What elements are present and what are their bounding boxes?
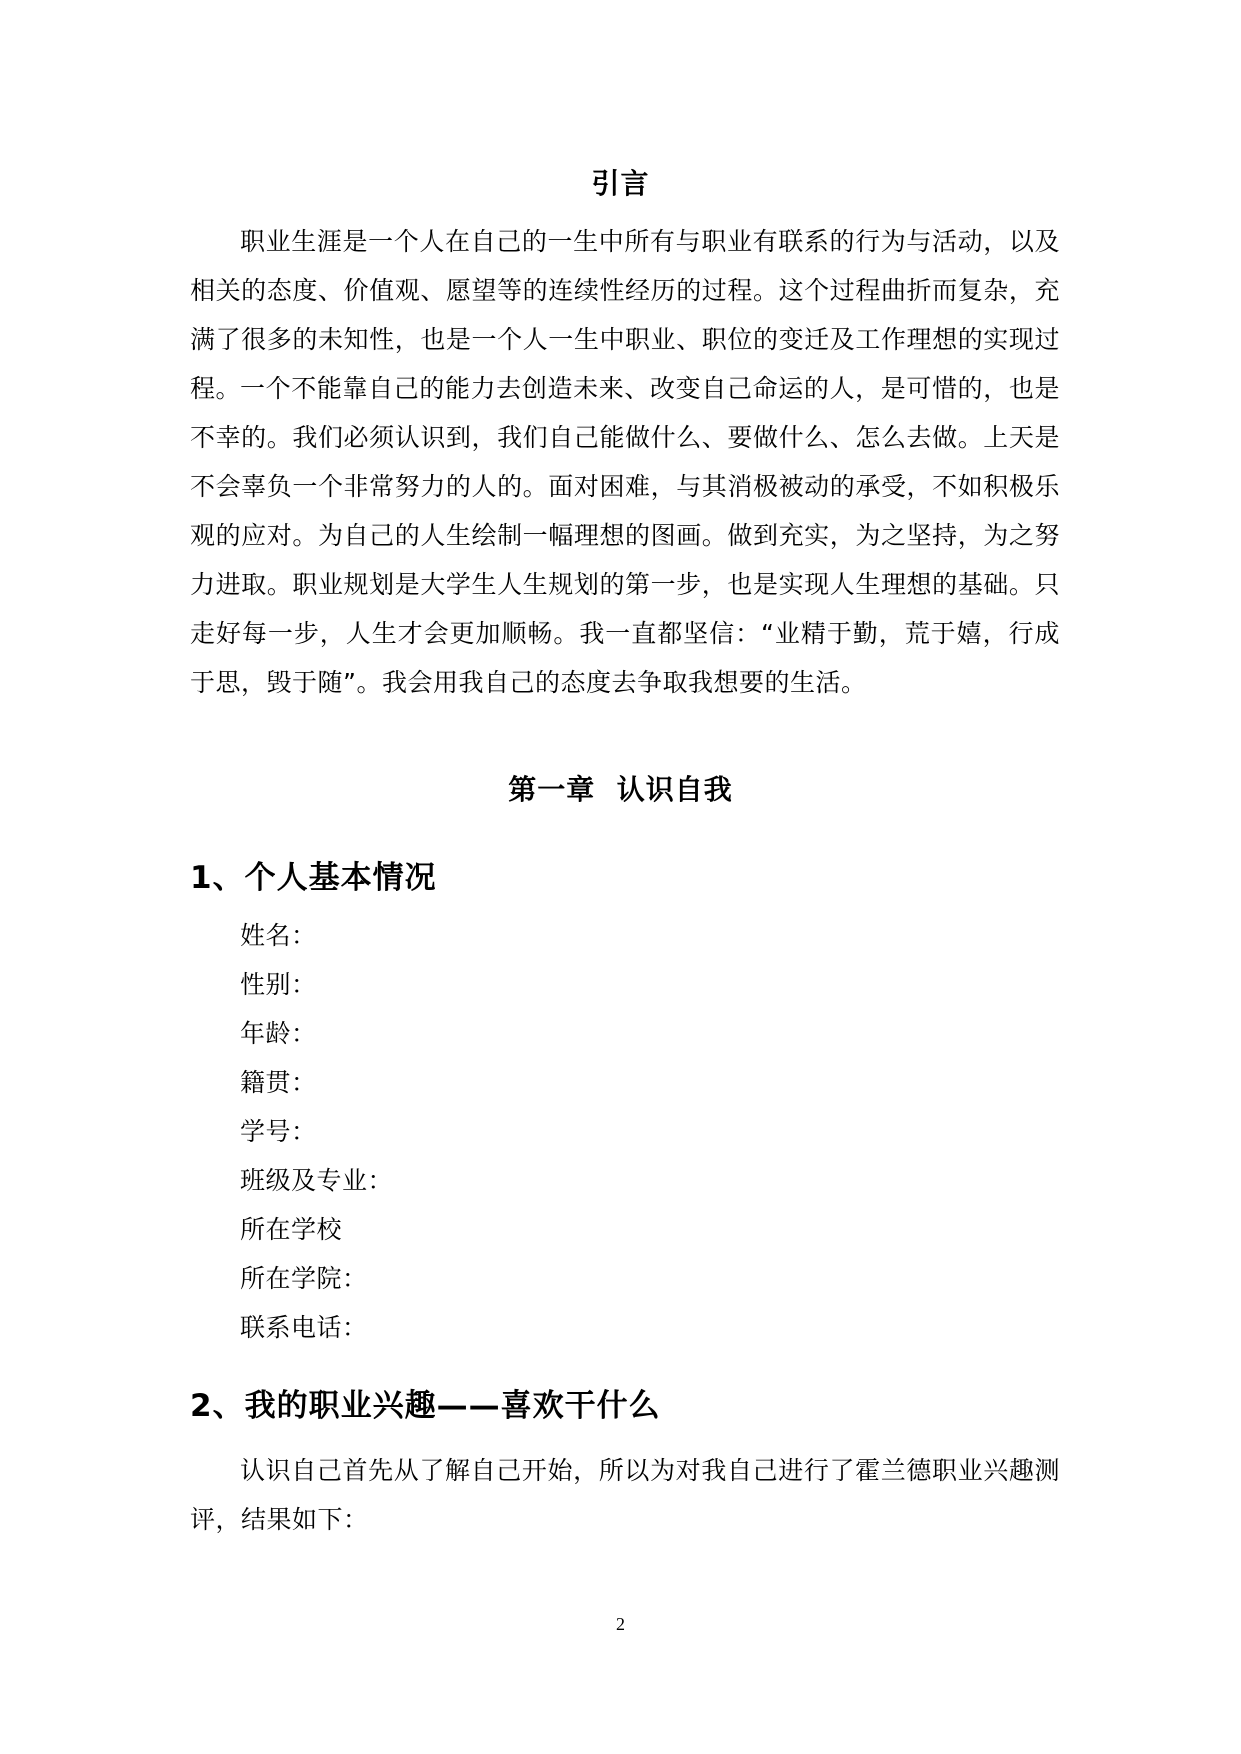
field-class-major: 班级及专业： <box>240 1166 394 1195</box>
field-age: 年龄： <box>240 1019 317 1048</box>
intro-title: 引言 <box>591 167 650 200</box>
field-college: 所在学院： <box>240 1264 368 1293</box>
field-name: 姓名： <box>240 921 317 950</box>
intro-paragraph-2: 一个不能靠自己的能力去创造未来、改变自己命运的人，是可惜的，也是不幸的。我们必须认识到，我们自己能做什么、要做什么、怎么去做。上天是不会辜负一个非常努力的人的。面对困难，与其消极被动的承受，不如积极乐观的应对。为自己的人生绘制一幅理想的图画。做到充实，为之坚持，为之努力进取。职业规划是大学生人生规划的第一步，也是实现人生理想的基础。只走好每一步，人生才会更加顺畅。我一直都坚信：“业精于勤，荒于嬉，行成于思，毁于随”。我会用我自己的态度去争取我想要的生活。 <box>190 374 1060 697</box>
section-heading-basic-info: 1、个人基本情况 <box>190 860 437 896</box>
page-number: 2 <box>616 1614 625 1634</box>
field-school: 所在学校 <box>240 1215 343 1244</box>
intro-paragraph-1: 职业生涯是一个人在自己的一生中所有与职业有联系的行为与活动，以及相关的态度、价值观、愿望等的连续性经历的过程。这个过程曲折而复杂，充满了很多的未知性，也是一个人一生中职业、职位的变迁及工作理想的实现过程。 <box>190 227 1060 403</box>
field-student-id: 学号： <box>240 1117 317 1146</box>
career-interest-paragraph: 认识自己首先从了解自己开始，所以为对我自己进行了霍兰德职业兴趣测评，结果如下： <box>190 1456 1060 1534</box>
field-hometown: 籍贯： <box>240 1068 317 1097</box>
basic-info-list <box>240 911 393 1352</box>
chapter-title: 第一章 认识自我 <box>508 773 733 806</box>
field-gender: 性别： <box>240 970 317 999</box>
field-phone: 联系电话： <box>240 1313 368 1342</box>
section-heading-career-interest: 2、我的职业兴趣——喜欢干什么 <box>190 1388 661 1424</box>
